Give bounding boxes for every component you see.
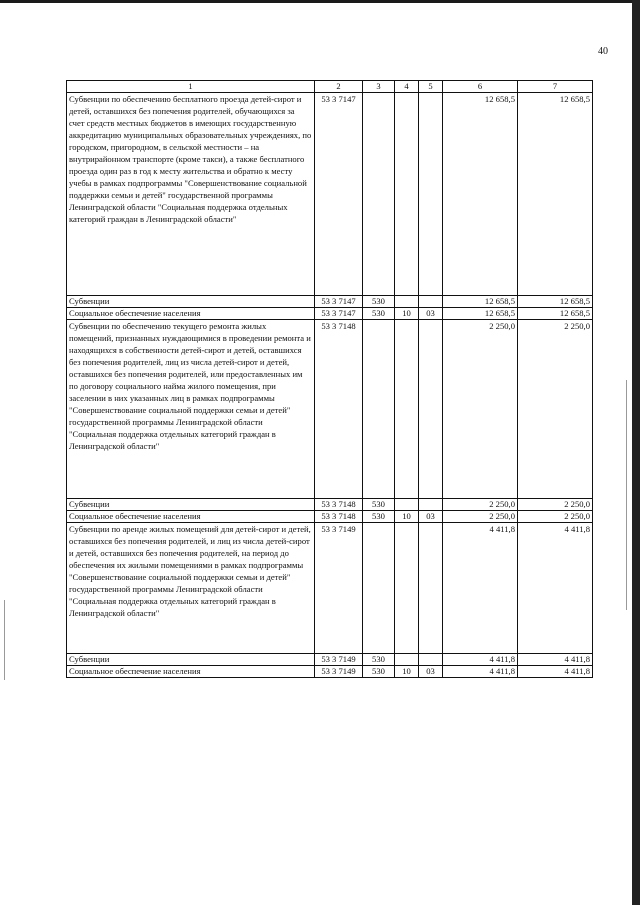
scan-edge-right	[632, 0, 640, 905]
row-sum-7: 2 250,0	[518, 320, 593, 499]
table-row	[67, 320, 593, 499]
row-description: Субвенции	[67, 499, 315, 511]
row-vr: 530	[363, 296, 395, 308]
row-code: 53 3 7149	[315, 523, 363, 654]
row-description	[67, 93, 315, 296]
table-row	[67, 666, 593, 678]
row-pr: 03	[419, 511, 443, 523]
row-code: 53 3 7149	[315, 666, 363, 678]
table-row	[67, 308, 593, 320]
header-cell: 1	[67, 81, 315, 93]
row-sum-7: 12 658,5	[518, 308, 593, 320]
row-vr: 530	[363, 499, 395, 511]
row-sum-6: 12 658,5	[443, 93, 518, 296]
row-description	[67, 320, 315, 499]
row-rz	[395, 320, 419, 499]
row-rz: 10	[395, 511, 419, 523]
row-rz	[395, 523, 419, 654]
row-sum-6: 12 658,5	[443, 296, 518, 308]
row-description: Субвенции	[67, 654, 315, 666]
row-pr	[419, 320, 443, 499]
row-description	[67, 523, 315, 654]
row-sum-6: 2 250,0	[443, 511, 518, 523]
scan-edge-top	[0, 0, 640, 10]
row-sum-7: 2 250,0	[518, 499, 593, 511]
row-description-text: Субвенции по аренде жилых помещений для детей-сирот и детей, оставшихся без попечения родителей, и лиц из числа детей-сирот и детей, оставшихся без попечения родителей, на период до обеспечения их жилыми помещениями в рамках подпрограммы "Совершенствование социальной поддержки семьи и детей" государственной программы Ленинградской области "Социальная поддержка отдельных категорий граждан в Ленинградской области"	[69, 524, 311, 618]
row-vr	[363, 320, 395, 499]
table-row	[67, 499, 593, 511]
row-code: 53 3 7149	[315, 654, 363, 666]
row-code: 53 3 7147	[315, 93, 363, 296]
row-code: 53 3 7147	[315, 308, 363, 320]
row-vr: 530	[363, 511, 395, 523]
row-sum-6: 4 411,8	[443, 666, 518, 678]
header-cell: 4	[395, 81, 419, 93]
row-pr	[419, 296, 443, 308]
row-rz: 10	[395, 666, 419, 678]
row-description-text: Субвенции по обеспечению бесплатного проезда детей-сирот и детей, оставшихся без попечения родителей, обучающихся за счет средств местных бюджетов в имеющих государственную аккредитацию муниципальных образовательных учреждениях, по городском, пригородном, в сельской местности – на внутрирайонном транспорте (кроме такси), а также бесплатного проезда один раз в год к месту жительства и обратно к месту учебы в рамках подпрограммы "Совершенствование социальной поддержки семьи и детей" государственной программы Ленинградской области "Социальная поддержка отдельных категорий граждан в Ленинградской области"	[69, 94, 312, 224]
header-cell: 5	[419, 81, 443, 93]
row-pr	[419, 499, 443, 511]
row-code: 53 3 7148	[315, 511, 363, 523]
row-vr: 530	[363, 666, 395, 678]
table-row	[67, 296, 593, 308]
row-sum-6: 12 658,5	[443, 308, 518, 320]
row-description: Социальное обеспечение населения	[67, 511, 315, 523]
row-pr: 03	[419, 666, 443, 678]
row-sum-7: 12 658,5	[518, 296, 593, 308]
row-sum-7: 4 411,8	[518, 666, 593, 678]
row-rz	[395, 499, 419, 511]
row-rz	[395, 93, 419, 296]
row-sum-7: 4 411,8	[518, 523, 593, 654]
row-vr: 530	[363, 308, 395, 320]
row-sum-7: 2 250,0	[518, 511, 593, 523]
table-row	[67, 93, 593, 296]
budget-table	[66, 80, 593, 678]
table-row	[67, 654, 593, 666]
row-sum-7: 4 411,8	[518, 654, 593, 666]
row-sum-6: 2 250,0	[443, 499, 518, 511]
scan-mark-right	[626, 380, 627, 610]
scan-mark-left	[4, 600, 5, 680]
row-vr: 530	[363, 654, 395, 666]
header-cell: 3	[363, 81, 395, 93]
header-cell: 2	[315, 81, 363, 93]
row-sum-7: 12 658,5	[518, 93, 593, 296]
row-code: 53 3 7147	[315, 296, 363, 308]
row-rz: 10	[395, 308, 419, 320]
row-description: Социальное обеспечение населения	[67, 666, 315, 678]
row-sum-6: 2 250,0	[443, 320, 518, 499]
row-pr: 03	[419, 308, 443, 320]
row-description-text: Субвенции по обеспечению текущего ремонта жилых помещений, признанных нуждающимися в проведении ремонта и находящихся в собственности детей-сирот и детей, оставшихся без попечения родителей, лиц из числа детей-сирот и детей, оставшихся без попечения родителей, или предоставленных им по договору социального найма жилого помещения, при заселении в них указанных лиц в рамках подпрограммы "Совершенствование социальной поддержки семьи и детей" государственной программы Ленинградской области "Социальная поддержка отдельных категорий граждан в Ленинградской области"	[69, 321, 311, 451]
table-row	[67, 523, 593, 654]
table-row	[67, 511, 593, 523]
row-rz	[395, 654, 419, 666]
row-vr	[363, 93, 395, 296]
row-sum-6: 4 411,8	[443, 654, 518, 666]
header-cell: 6	[443, 81, 518, 93]
row-rz	[395, 296, 419, 308]
row-sum-6: 4 411,8	[443, 523, 518, 654]
row-description: Субвенции	[67, 296, 315, 308]
row-code: 53 3 7148	[315, 499, 363, 511]
row-description: Социальное обеспечение населения	[67, 308, 315, 320]
row-pr	[419, 93, 443, 296]
row-code: 53 3 7148	[315, 320, 363, 499]
header-cell: 7	[518, 81, 593, 93]
row-pr	[419, 654, 443, 666]
page-number: 40	[598, 46, 608, 57]
row-pr	[419, 523, 443, 654]
row-vr	[363, 523, 395, 654]
table-header-row	[67, 81, 593, 93]
